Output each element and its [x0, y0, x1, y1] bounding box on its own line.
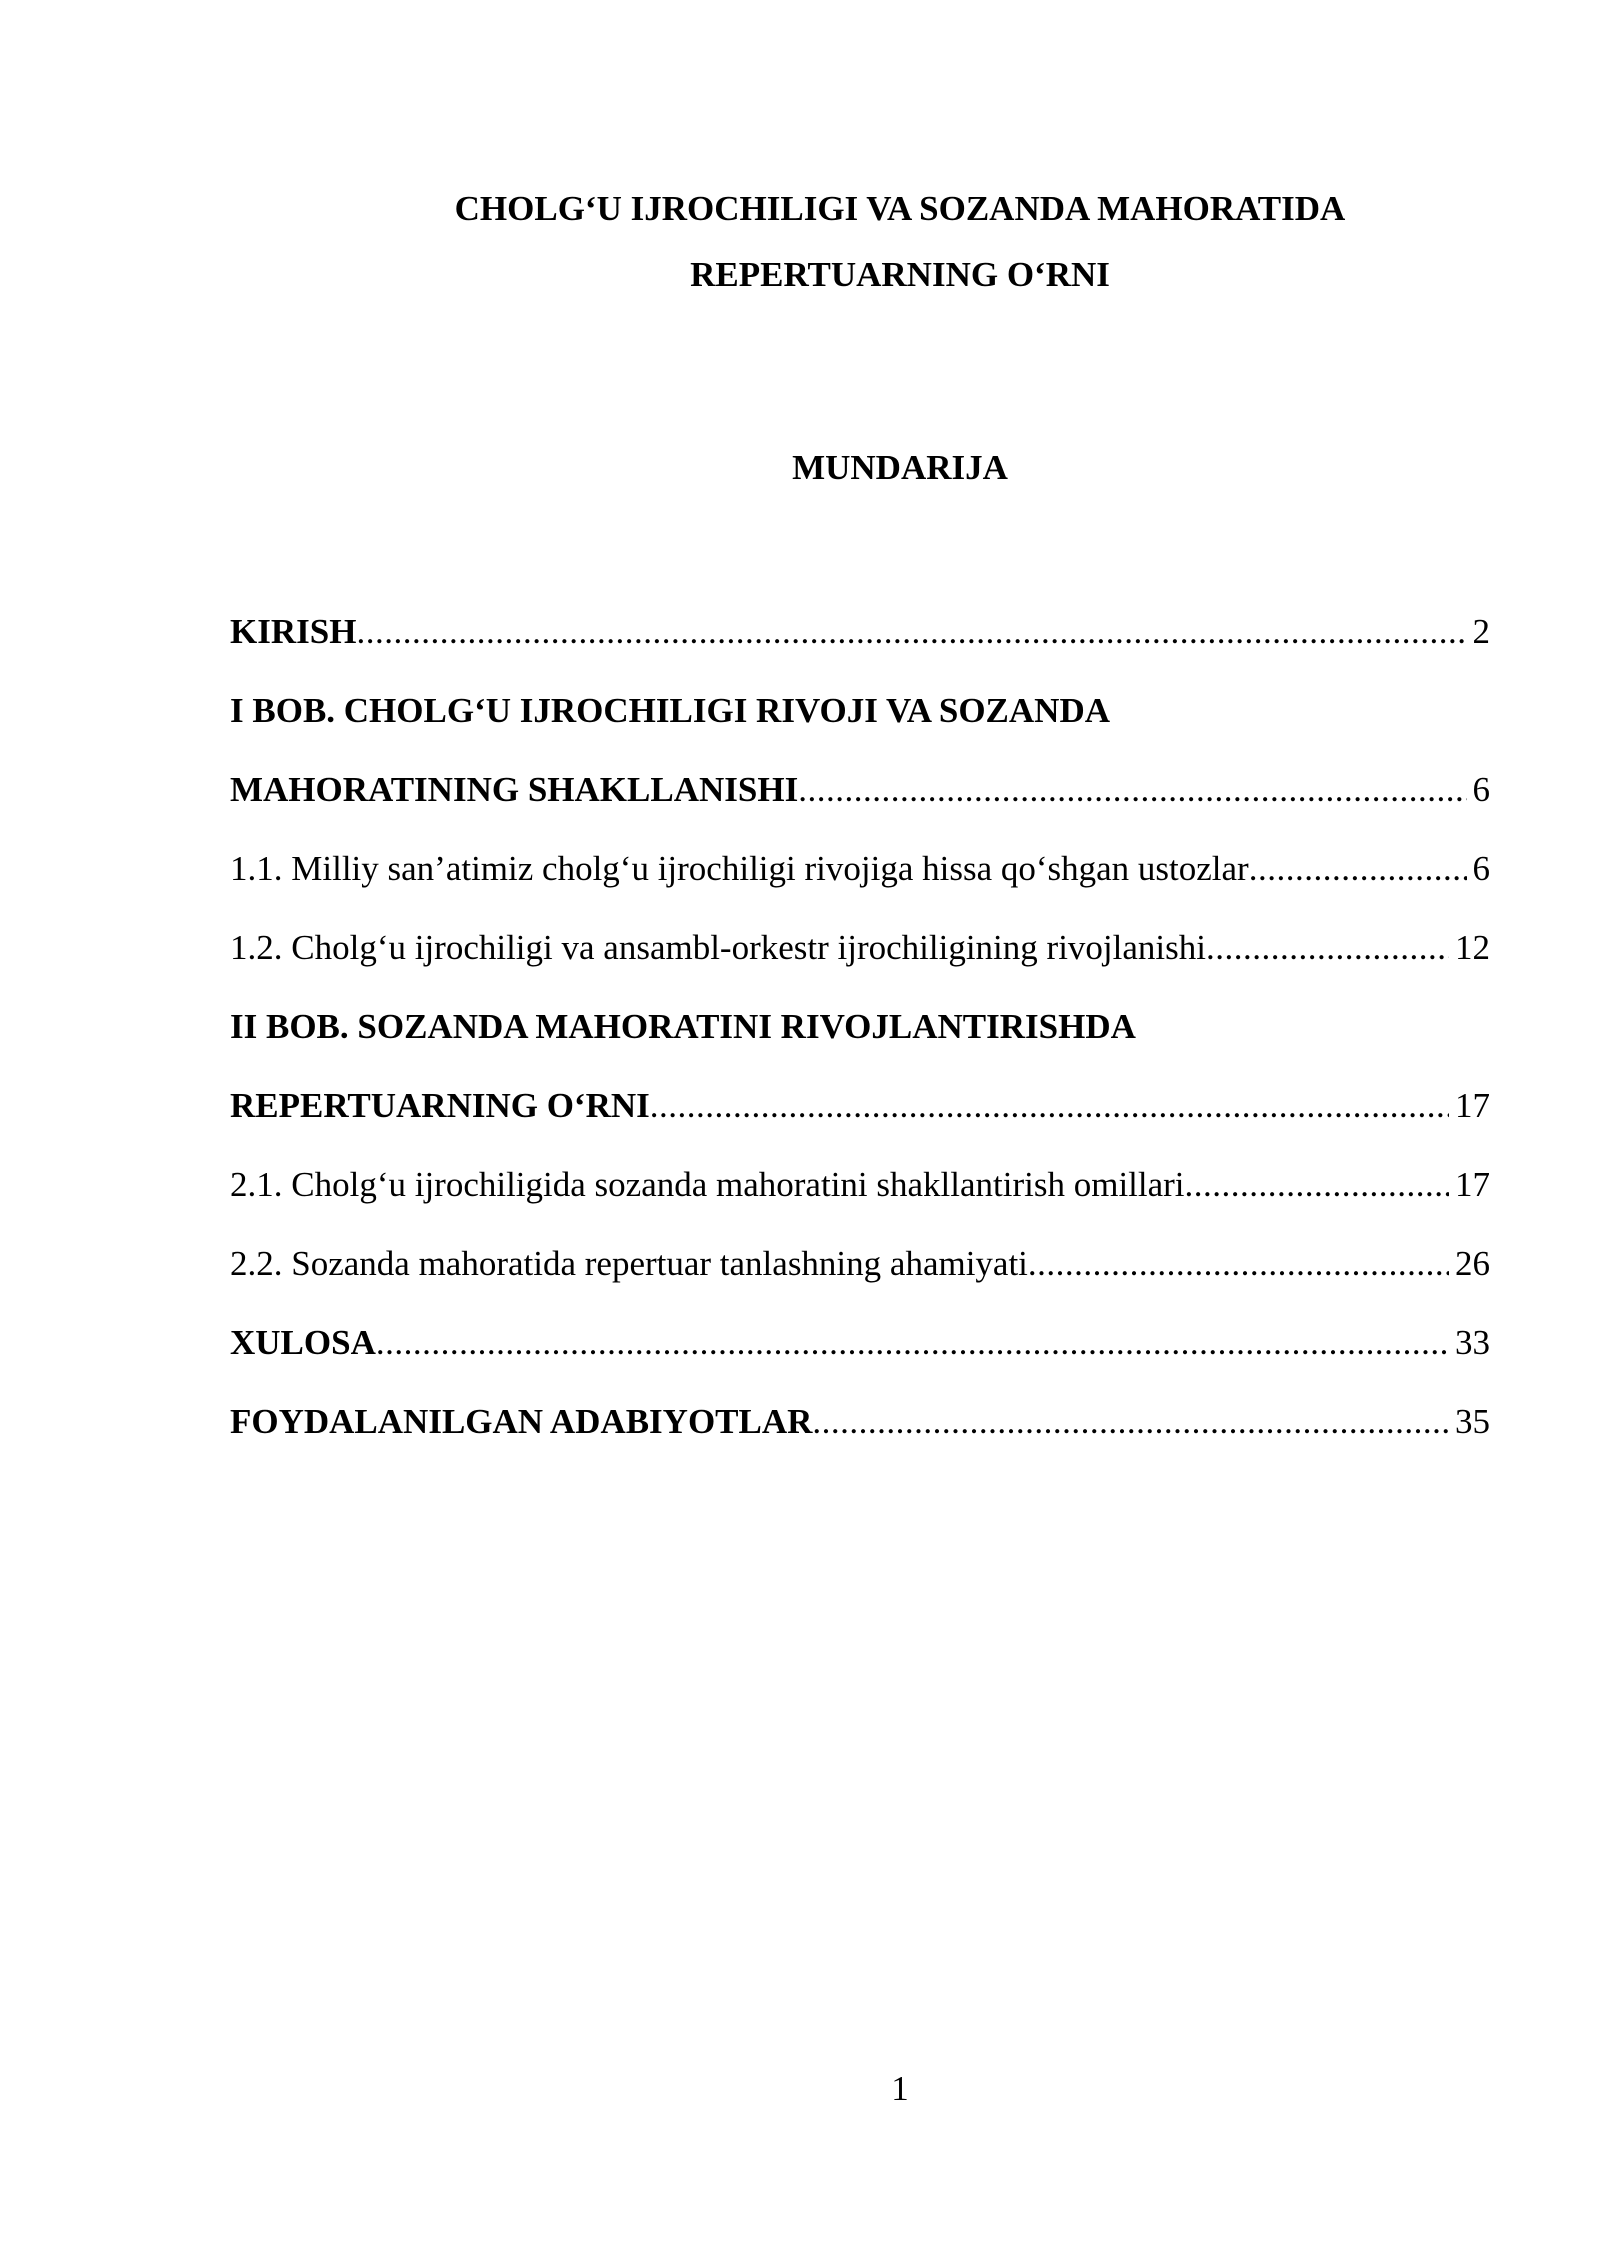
toc-entry-bibliography: [230, 1382, 1490, 1461]
toc-heading: MUNDARIJA: [792, 448, 1008, 487]
toc-dot-leader: [356, 592, 1466, 671]
toc-entry-section-1-2: [230, 908, 1490, 987]
toc-entry-page: 12: [1455, 928, 1490, 967]
toc-entry-chapter-2: [230, 987, 1490, 1145]
toc-entry-chapter-1: [230, 671, 1490, 829]
toc-entry-page: 35: [1455, 1402, 1490, 1441]
toc-line: [230, 1224, 1490, 1303]
toc-line: [230, 592, 1490, 671]
toc-entry-label: MAHORATINING SHAKLLANISHI: [230, 770, 799, 809]
toc-dot-leader: [1206, 908, 1449, 987]
toc-entry-label: REPERTUARNING O‘RNI: [230, 1086, 650, 1125]
toc-entry-label-line-1: I BOB. CHOLG‘U IJROCHILIGI RIVOJI VA SOZANDA: [230, 691, 1110, 730]
toc-entry-xulosa: [230, 1303, 1490, 1382]
document-title-line-1: CHOLG‘U IJROCHILIGI VA SOZANDA MAHORATIDA: [454, 189, 1346, 228]
toc-entry-label: FOYDALANILGAN ADABIYOTLAR: [230, 1402, 813, 1441]
toc-entry-label: KIRISH: [230, 612, 357, 651]
toc-line: [230, 750, 1490, 829]
document-title-line-2: REPERTUARNING O‘RNI: [690, 255, 1110, 294]
toc-entry-kirish: [230, 592, 1490, 671]
toc-dot-leader: [650, 1066, 1449, 1145]
toc-entry-page: 17: [1455, 1165, 1490, 1204]
toc-line: [230, 1145, 1490, 1224]
toc-dot-leader: [376, 1303, 1449, 1382]
toc-entry-page: 17: [1455, 1086, 1490, 1125]
toc-entry-section-1-1: [230, 829, 1490, 908]
toc-entry-label: 2.1. Cholg‘u ijrochiligida sozanda mahoratini shakllantirish omillari: [230, 1165, 1185, 1204]
toc-line: [230, 1303, 1490, 1382]
table-of-contents: [230, 592, 1490, 1461]
toc-line: [230, 1382, 1490, 1461]
toc-entry-section-2-2: [230, 1224, 1490, 1303]
toc-dot-leader: [798, 750, 1466, 829]
page-number: 1: [891, 2069, 909, 2108]
document-title: [300, 176, 1500, 308]
toc-line: [230, 908, 1490, 987]
toc-entry-label: 2.2. Sozanda mahoratida repertuar tanlashning ahamiyati: [230, 1244, 1028, 1283]
toc-entry-label: 1.2. Cholg‘u ijrochiligi va ansambl-orkestr ijrochiligining rivojlanishi: [230, 928, 1206, 967]
toc-entry-page: 6: [1472, 770, 1490, 809]
toc-entry-label: XULOSA: [230, 1323, 376, 1362]
toc-entry-page: 6: [1472, 849, 1490, 888]
toc-entry-page: 33: [1455, 1323, 1490, 1362]
toc-entry-section-2-1: [230, 1145, 1490, 1224]
toc-entry-page: 2: [1472, 612, 1490, 651]
toc-dot-leader: [812, 1382, 1449, 1461]
toc-dot-leader: [1249, 829, 1467, 908]
toc-entry-label-line-1: II BOB. SOZANDA MAHORATINI RIVOJLANTIRISHDA: [230, 1007, 1136, 1046]
toc-entry-label: 1.1. Milliy san’atimiz cholg‘u ijrochiligi rivojiga hissa qo‘shgan ustozlar: [230, 849, 1249, 888]
toc-dot-leader: [1185, 1145, 1449, 1224]
toc-entry-page: 26: [1455, 1244, 1490, 1283]
toc-line: [230, 1066, 1490, 1145]
toc-line: [230, 829, 1490, 908]
toc-dot-leader: [1028, 1224, 1449, 1303]
